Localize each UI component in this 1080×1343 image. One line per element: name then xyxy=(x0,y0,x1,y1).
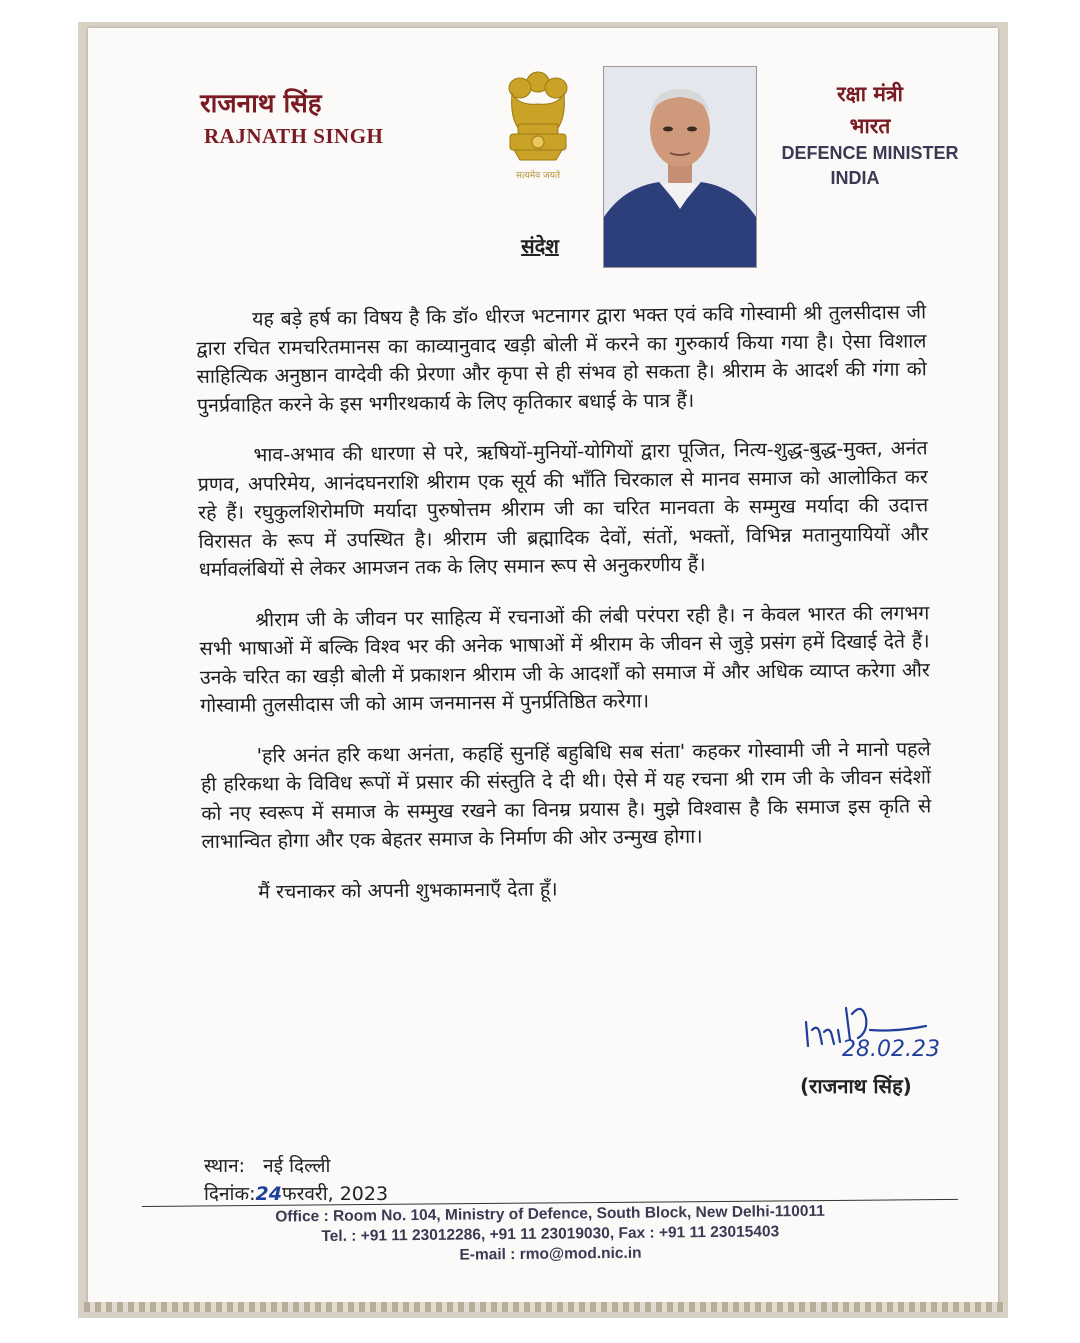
jute-edge xyxy=(84,1302,1004,1312)
designation-hindi: रक्षा मंत्री xyxy=(837,81,903,106)
date-line xyxy=(204,1180,388,1206)
office-address xyxy=(230,1201,871,1268)
paragraph: 'हरि अनंत हरि कथा अनंता, कहहिं सुनहिं बहुबिधि सब संता' कहकर गोस्वामी जी ने मानो पहले ही हरिकथा के विविध रूपों में प्रसार की संस्तुति दे दी थी। ऐसे में यह रचना श्री राम जी के जीवन संदेशों को नए स्वरूप में समाज के सम्मुख रखने का विनम्र प्रयास है। मुझे विश्वास है कि समाज इस कृति से लाभान्वित होगा और एक बेहतर समाज के निर्माण की ओर उन्मुख होगा। xyxy=(200,736,932,853)
place-line xyxy=(204,1152,330,1178)
minister-portrait xyxy=(603,66,757,268)
paragraph: श्रीराम जी के जीवन पर साहित्य में रचनाओं की लंबी परंपरा रही है। न केवल भारत की लगभग सभी भाषाओं में बल्कि विश्व भर की अनेक भाषाओं में श्रीराम के जीवन से जुड़े प्रसंग हमें दिखाई देते हैं। उनके चरित का खड़ी बोली में प्रकाशन श्रीराम जी के आदर्शों को समाज में और अधिक व्याप्त करेगा और गोस्वामी तुलसीदास जी को आम जनमानस में पुनर्प्रतिष्ठित करेगा। xyxy=(199,600,930,717)
emblem-motto: सत्यमेव जयते xyxy=(515,171,561,181)
handwritten-signature xyxy=(796,994,986,1072)
country-hindi: भारत xyxy=(849,113,891,138)
emblem-graphic xyxy=(498,66,578,188)
signature-graphic xyxy=(796,994,986,1072)
signatory-name: (राजनाथ सिंह) xyxy=(800,1074,912,1098)
date-day: 24 xyxy=(255,1183,282,1205)
date-label: दिनांक: xyxy=(204,1183,256,1205)
office-line: Office : Room No. 104, Ministry of Defence, South Block, New Delhi-110011 xyxy=(275,1202,825,1226)
paragraph: यह बड़े हर्ष का विषय है कि डॉ० धीरज भटनागर द्वारा भक्त एवं कवि गोस्वामी श्री तुलसीदास जी द्वारा रचित रामचरितमानस का काव्यानुवाद खड़ी बोली में करने का गुरुकार्य किया गया है। ऐसा विशाल साहित्यिक अनुष्ठान वाग्देवी की प्रेरणा और कृपा से ही संभव हो सकता है। श्रीराम के आदर्श की गंगा को पुनर्प्रवाहित करने के इस भगीरथकार्य के लिए कृतिकार बधाई के पात्र हैं। xyxy=(196,300,927,417)
signature-date: 28.02.23 xyxy=(842,1037,940,1062)
message-heading: संदेश xyxy=(521,234,559,258)
paragraph: भाव-अभाव की धारणा से परे, ऋषियों-मुनियों-योगियों द्वारा पूजित, नित्य-शुद्ध-बुद्ध-मुक्त, अनंत प्रणव, अपरिमेय, आनंदघनराशि श्रीराम एक सूर्य की भाँति चिरकाल से मानव समाज को आलोकित कर रहे हैं। रघुकुलशिरोमणि मर्यादा पुरुषोत्तम श्रीराम जी का चरित मानवता के सम्मुख मर्यादा की उदात्त विरासत के रूप में उपस्थित है। श्रीराम जी ब्रह्मादिक देवों, संतों, भक्तों, विभिन्न मतानुयायियों और धर्मावलंबियों से लेकर आमजन तक के लिए समान रूप से अनुकरणीय हैं। xyxy=(197,436,929,581)
place-label: स्थान: xyxy=(204,1155,246,1177)
sender-name-hindi: राजनाथ सिंह xyxy=(200,89,322,119)
message-body xyxy=(196,298,932,929)
closing-wishes: मैं रचनाकर को अपनी शुभकामनाएँ देता हूँ। xyxy=(258,876,558,903)
country-english: INDIA xyxy=(830,168,880,188)
national-emblem-icon xyxy=(498,66,578,188)
place-value: नई दिल्ली xyxy=(263,1155,331,1177)
date-month-year: फरवरी, 2023 xyxy=(281,1183,389,1205)
portrait-graphic xyxy=(604,67,756,267)
sender-name-english: RAJNATH SINGH xyxy=(204,124,384,148)
email-line: E-mail : rmo@mod.nic.in xyxy=(459,1244,642,1264)
designation-english: DEFENCE MINISTER xyxy=(781,143,959,163)
tel-line: Tel. : +91 11 23012286, +91 11 23019030, Fax : +91 11 23015403 xyxy=(321,1223,780,1246)
